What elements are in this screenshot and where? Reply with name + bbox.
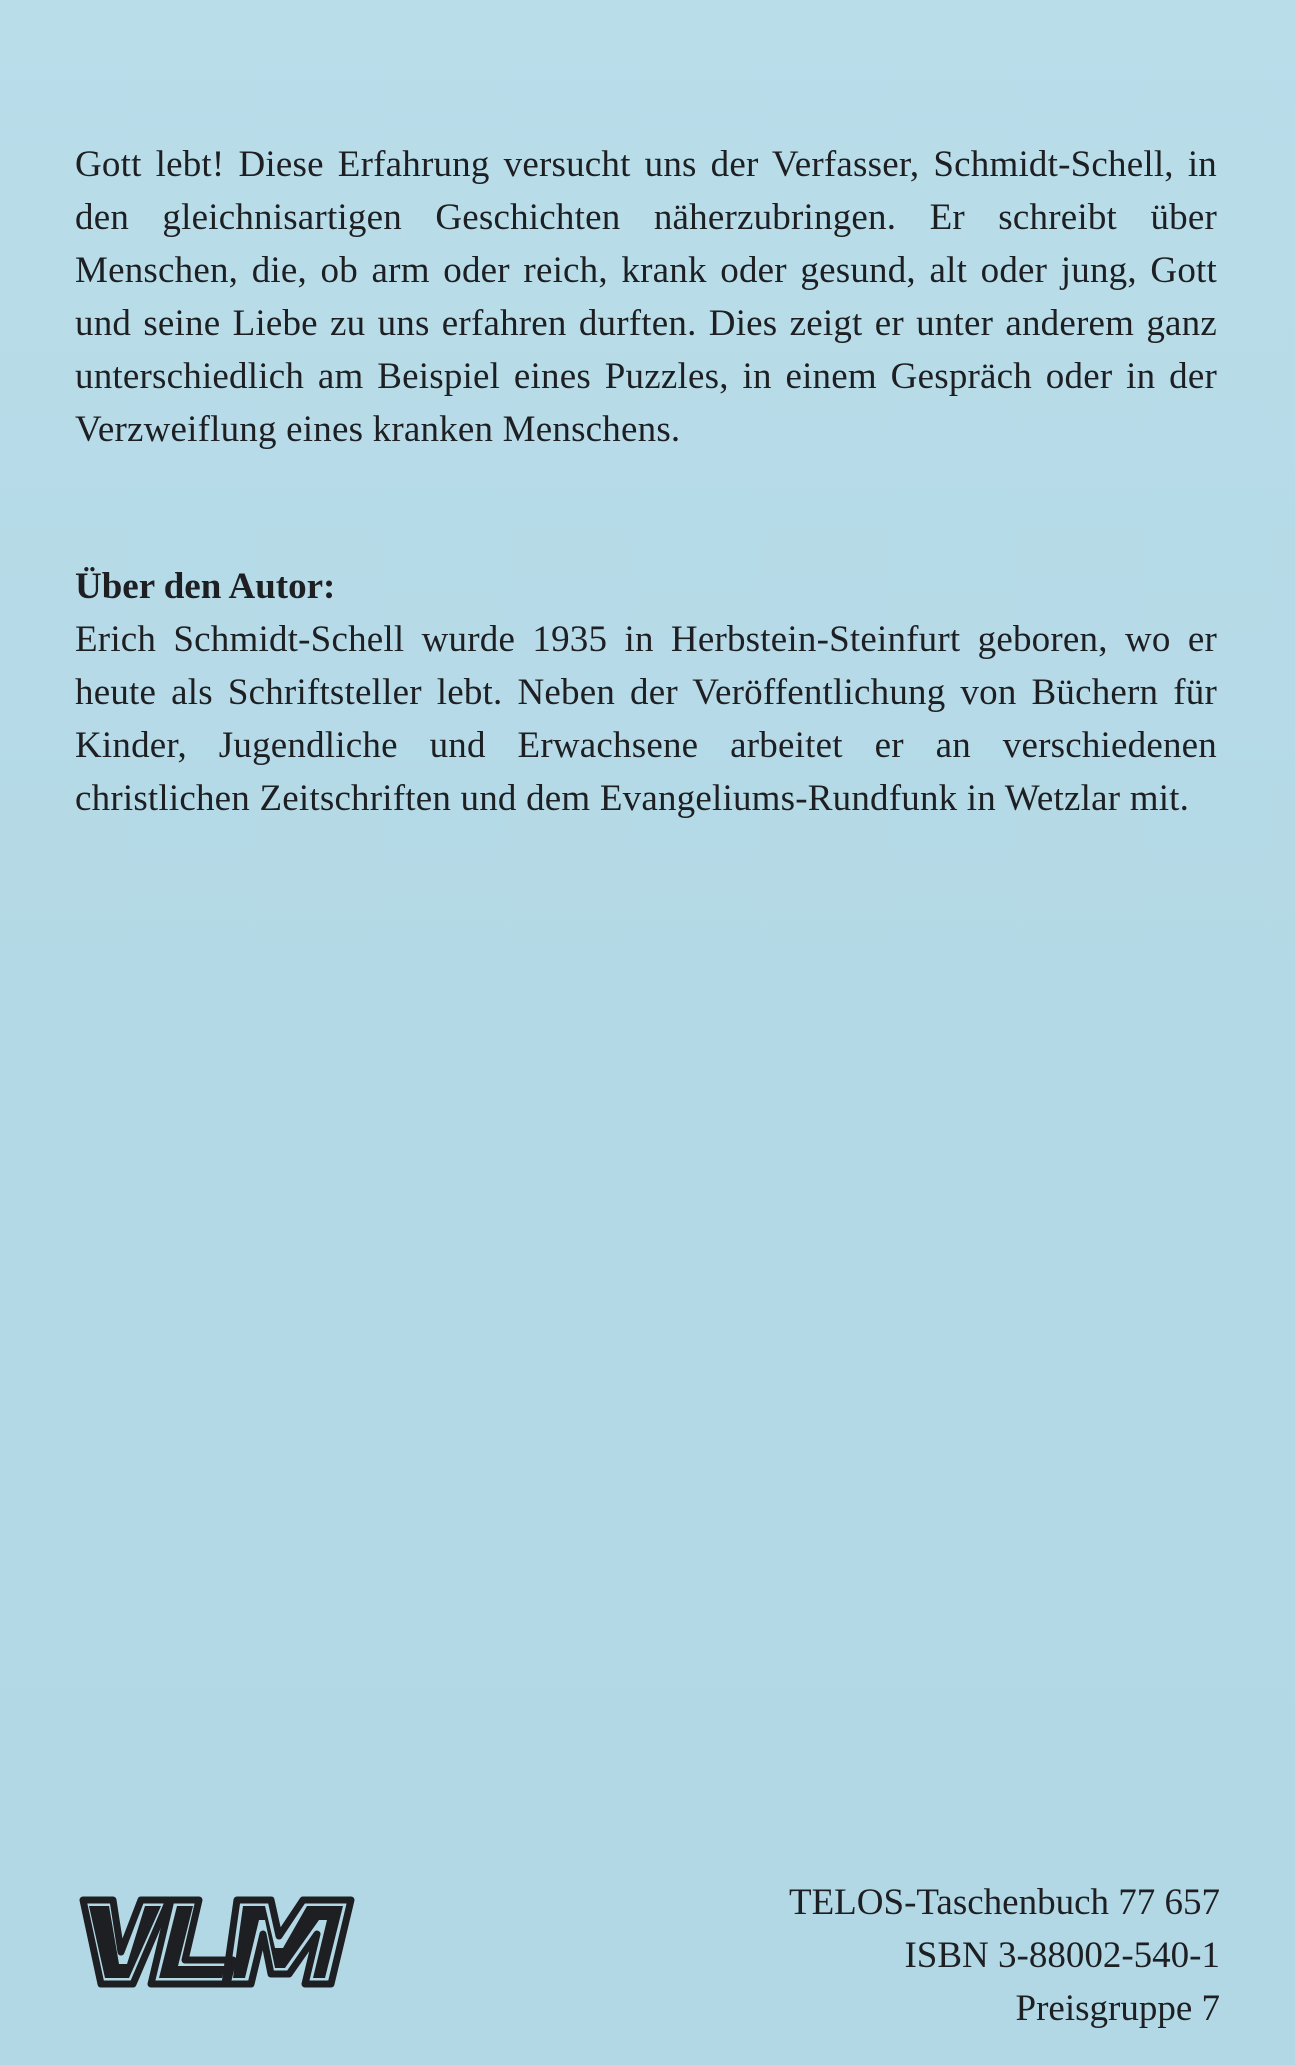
- isbn: ISBN 3-88002-540-1: [904, 1935, 1220, 1976]
- book-blurb: Gott lebt! Diese Erfahrung versucht uns der Verfasser, Schmidt-Schell, in den gleichnisartigen Geschichten näherzubringen. Er schreibt über Menschen, die, ob arm oder reich, krank oder gesund, alt oder jung, Gott und seine Liebe zu uns erfahren durften. Dies zeigt er unter anderem ganz unterschiedlich am Beispiel eines Puzzles, in einem Gespräch oder in der Verzweiflung eines kranken Menschens.: [75, 144, 1217, 450]
- series-number: TELOS-Taschenbuch 77 657: [788, 1882, 1220, 1923]
- about-author-text: Erich Schmidt-Schell wurde 1935 in Herbstein-Steinfurt geboren, wo er heute als Schriftsteller lebt. Neben der Veröffentlichung von Büchern für Kinder, Jugendliche und Erwachsene arbeitet er an verschiedenen christlichen Zeitschriften und dem Evangeliums-Rundfunk in Wetzlar mit.: [75, 619, 1217, 819]
- vlm-publisher-logo-icon: [75, 1890, 357, 1994]
- imprint-block: [660, 1876, 1220, 2035]
- about-author-heading: Über den Autor:: [75, 566, 336, 607]
- price-group: Preisgruppe 7: [1015, 1988, 1220, 2029]
